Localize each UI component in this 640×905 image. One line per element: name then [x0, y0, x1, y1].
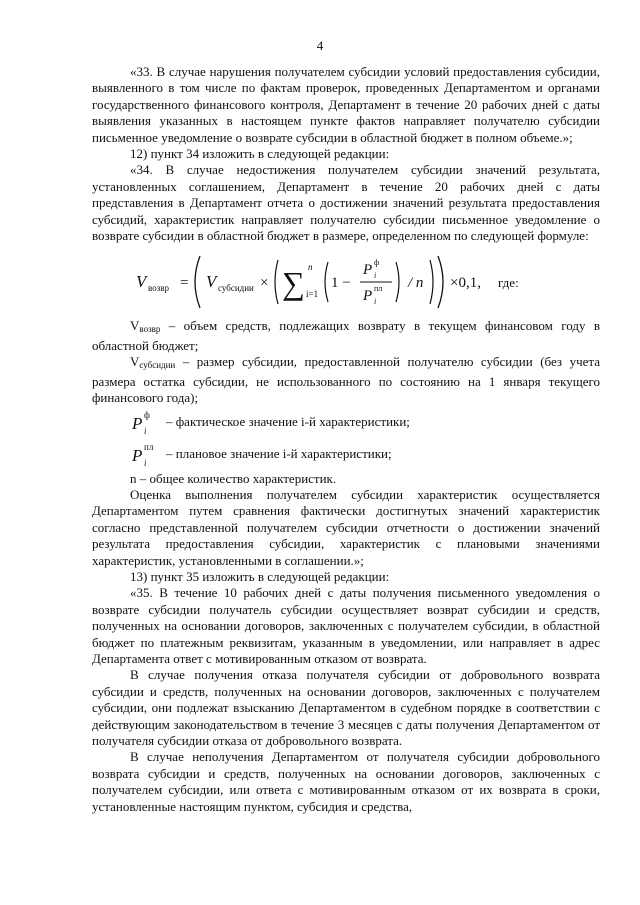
- sum-sign: ∑: [282, 265, 305, 302]
- v-return-symbol: V: [130, 318, 140, 334]
- formula-lhs: V: [136, 272, 147, 292]
- refund-formula: [92, 250, 600, 314]
- amendment-item-13: 13) пункт 35 изложить в следующей редакции:: [130, 568, 390, 584]
- inner-right-paren: [396, 262, 399, 302]
- definition-n: n – общее количество характеристик.: [130, 470, 337, 486]
- v-subsidy-symbol: V: [130, 354, 140, 370]
- definition-p-plan: [130, 439, 600, 471]
- formula-lhs-sub: возвр: [148, 283, 169, 294]
- sum-lower: i=1: [306, 289, 319, 300]
- frac-num-sub: i: [374, 271, 377, 281]
- v-subsidy-subscript: субсидии: [139, 360, 176, 371]
- frac-den-sup: пл: [374, 284, 383, 294]
- frac-den-sub: i: [374, 297, 377, 307]
- p-fact-sup: ф: [144, 409, 150, 420]
- amendment-item-12: 12) пункт 34 изложить в следующей редакции:: [130, 146, 390, 162]
- definition-v-return: [92, 318, 600, 354]
- nonreceipt-paragraph: В случае неполучения Департаментом от получателя субсидии добровольного возврата субсидии и средств, полученных на основании договоров, заключенных с получателем субсидии, или ответа с мотивированным отказом от их возврата в сроки, установленные настоящим пунктом, субсидия и средства,: [92, 749, 600, 814]
- formula-v-subsidy-sub: субсидии: [218, 283, 254, 294]
- p-plan-sup: пл: [144, 441, 154, 452]
- formula-times: ×: [260, 275, 269, 292]
- page-number: 4: [316, 38, 324, 53]
- v-return-description: – объем средств, подлежащих возврату в текущем финансовом году в областной бюджет;: [92, 318, 600, 353]
- div-n: / n: [408, 275, 424, 292]
- outer-right-paren: [438, 256, 443, 308]
- p-fact-symbol: [130, 407, 158, 439]
- paragraph-34: «34. В случае недостижения получателем субсидии значений результата, установленных соглашением, Департамент в течение 20 рабочих дней с даты представления в Департамент отчета о достижении значений результата предоставления субсидий, характеристик направляет получателю субсидии письменное уведомление о возврате субсидии в областной бюджет в размере, определенном по следующей формуле:: [92, 162, 600, 244]
- p-plan-symbol: [130, 439, 158, 471]
- sum-upper: n: [308, 262, 313, 273]
- p-fact-description: – фактическое значение i-й характеристики;: [166, 414, 410, 430]
- frac-num: P: [363, 262, 373, 279]
- v-subsidy-description: – размер субсидии, предоставленной получателю субсидии (без учета размера остатка субсидии, не использованного по состоянию на 1 января текущего финансового года);: [92, 354, 600, 406]
- definition-v-subsidy: [92, 354, 600, 406]
- paragraph-35: «35. В течение 10 рабочих дней с даты получения письменного уведомления о возврате субсидии получатель субсидии осуществляет возврат субсидии и средств, полученных на основании договоров, заключенных с получателем субсидии, в областной бюджет по платежным реквизитам, указанным в уведомлении, или направляет в адрес Департамента ответ с мотивированным отказом от возврата.: [92, 585, 600, 666]
- document-body: [92, 64, 600, 815]
- paragraph-33: «33. В случае нарушения получателем субсидии условий предоставления субсидии, выявленного в том числе по фактам проверок, проведенных Департаментом и органами государственного финансового контроля, Департамент в течение 20 рабочих дней с даты выявления указанных в настоящем пункте фактов направляет получателю субсидии письменное уведомление о возврате субсидии в областной бюджет в полном объеме.»;: [92, 64, 600, 145]
- refusal-paragraph: В случае получения отказа получателя субсидии от добровольного возврата субсидии и средств, полученных на основании договоров, заключенных с получателем субсидии, они подлежат взысканию Департаментом в судебном порядке в соответствии с действующим законодательством в течение 3 месяцев с даты получения Департаментом от получателя субсидии отказа от добровольного возврата.: [92, 667, 600, 748]
- formula-factor: ×0,1,: [450, 275, 481, 292]
- one-minus: 1 −: [331, 275, 351, 292]
- p-plan-sub: i: [144, 457, 147, 468]
- p-fact-sub: i: [144, 425, 147, 436]
- inner-left-paren: [325, 262, 328, 302]
- formula-where: где:: [498, 275, 519, 291]
- sum-right-paren: [430, 260, 433, 304]
- p-fact-letter: P: [132, 413, 143, 433]
- outer-left-paren: [195, 256, 200, 308]
- definition-p-fact: [130, 407, 600, 439]
- p-plan-description: – плановое значение i-й характеристики;: [166, 446, 392, 462]
- frac-num-sup: ф: [374, 258, 380, 268]
- refund-formula-svg: [126, 250, 566, 314]
- p-plan-letter: P: [132, 445, 143, 465]
- formula-v-subsidy: V: [206, 272, 217, 292]
- formula-equals: =: [180, 275, 189, 292]
- assessment-paragraph: Оценка выполнения получателем субсидии характеристик осуществляется Департаментом путем сравнения фактически достигнутых значений характеристик согласно представленной получателем субсидии отчетности о достижении значений результата предоставления субсидии, характеристик с плановыми значениями характеристик, установленными в соглашении.»;: [92, 486, 600, 568]
- v-return-subscript: возвр: [139, 324, 161, 335]
- sum-left-paren: [275, 260, 278, 304]
- frac-den: P: [363, 288, 373, 305]
